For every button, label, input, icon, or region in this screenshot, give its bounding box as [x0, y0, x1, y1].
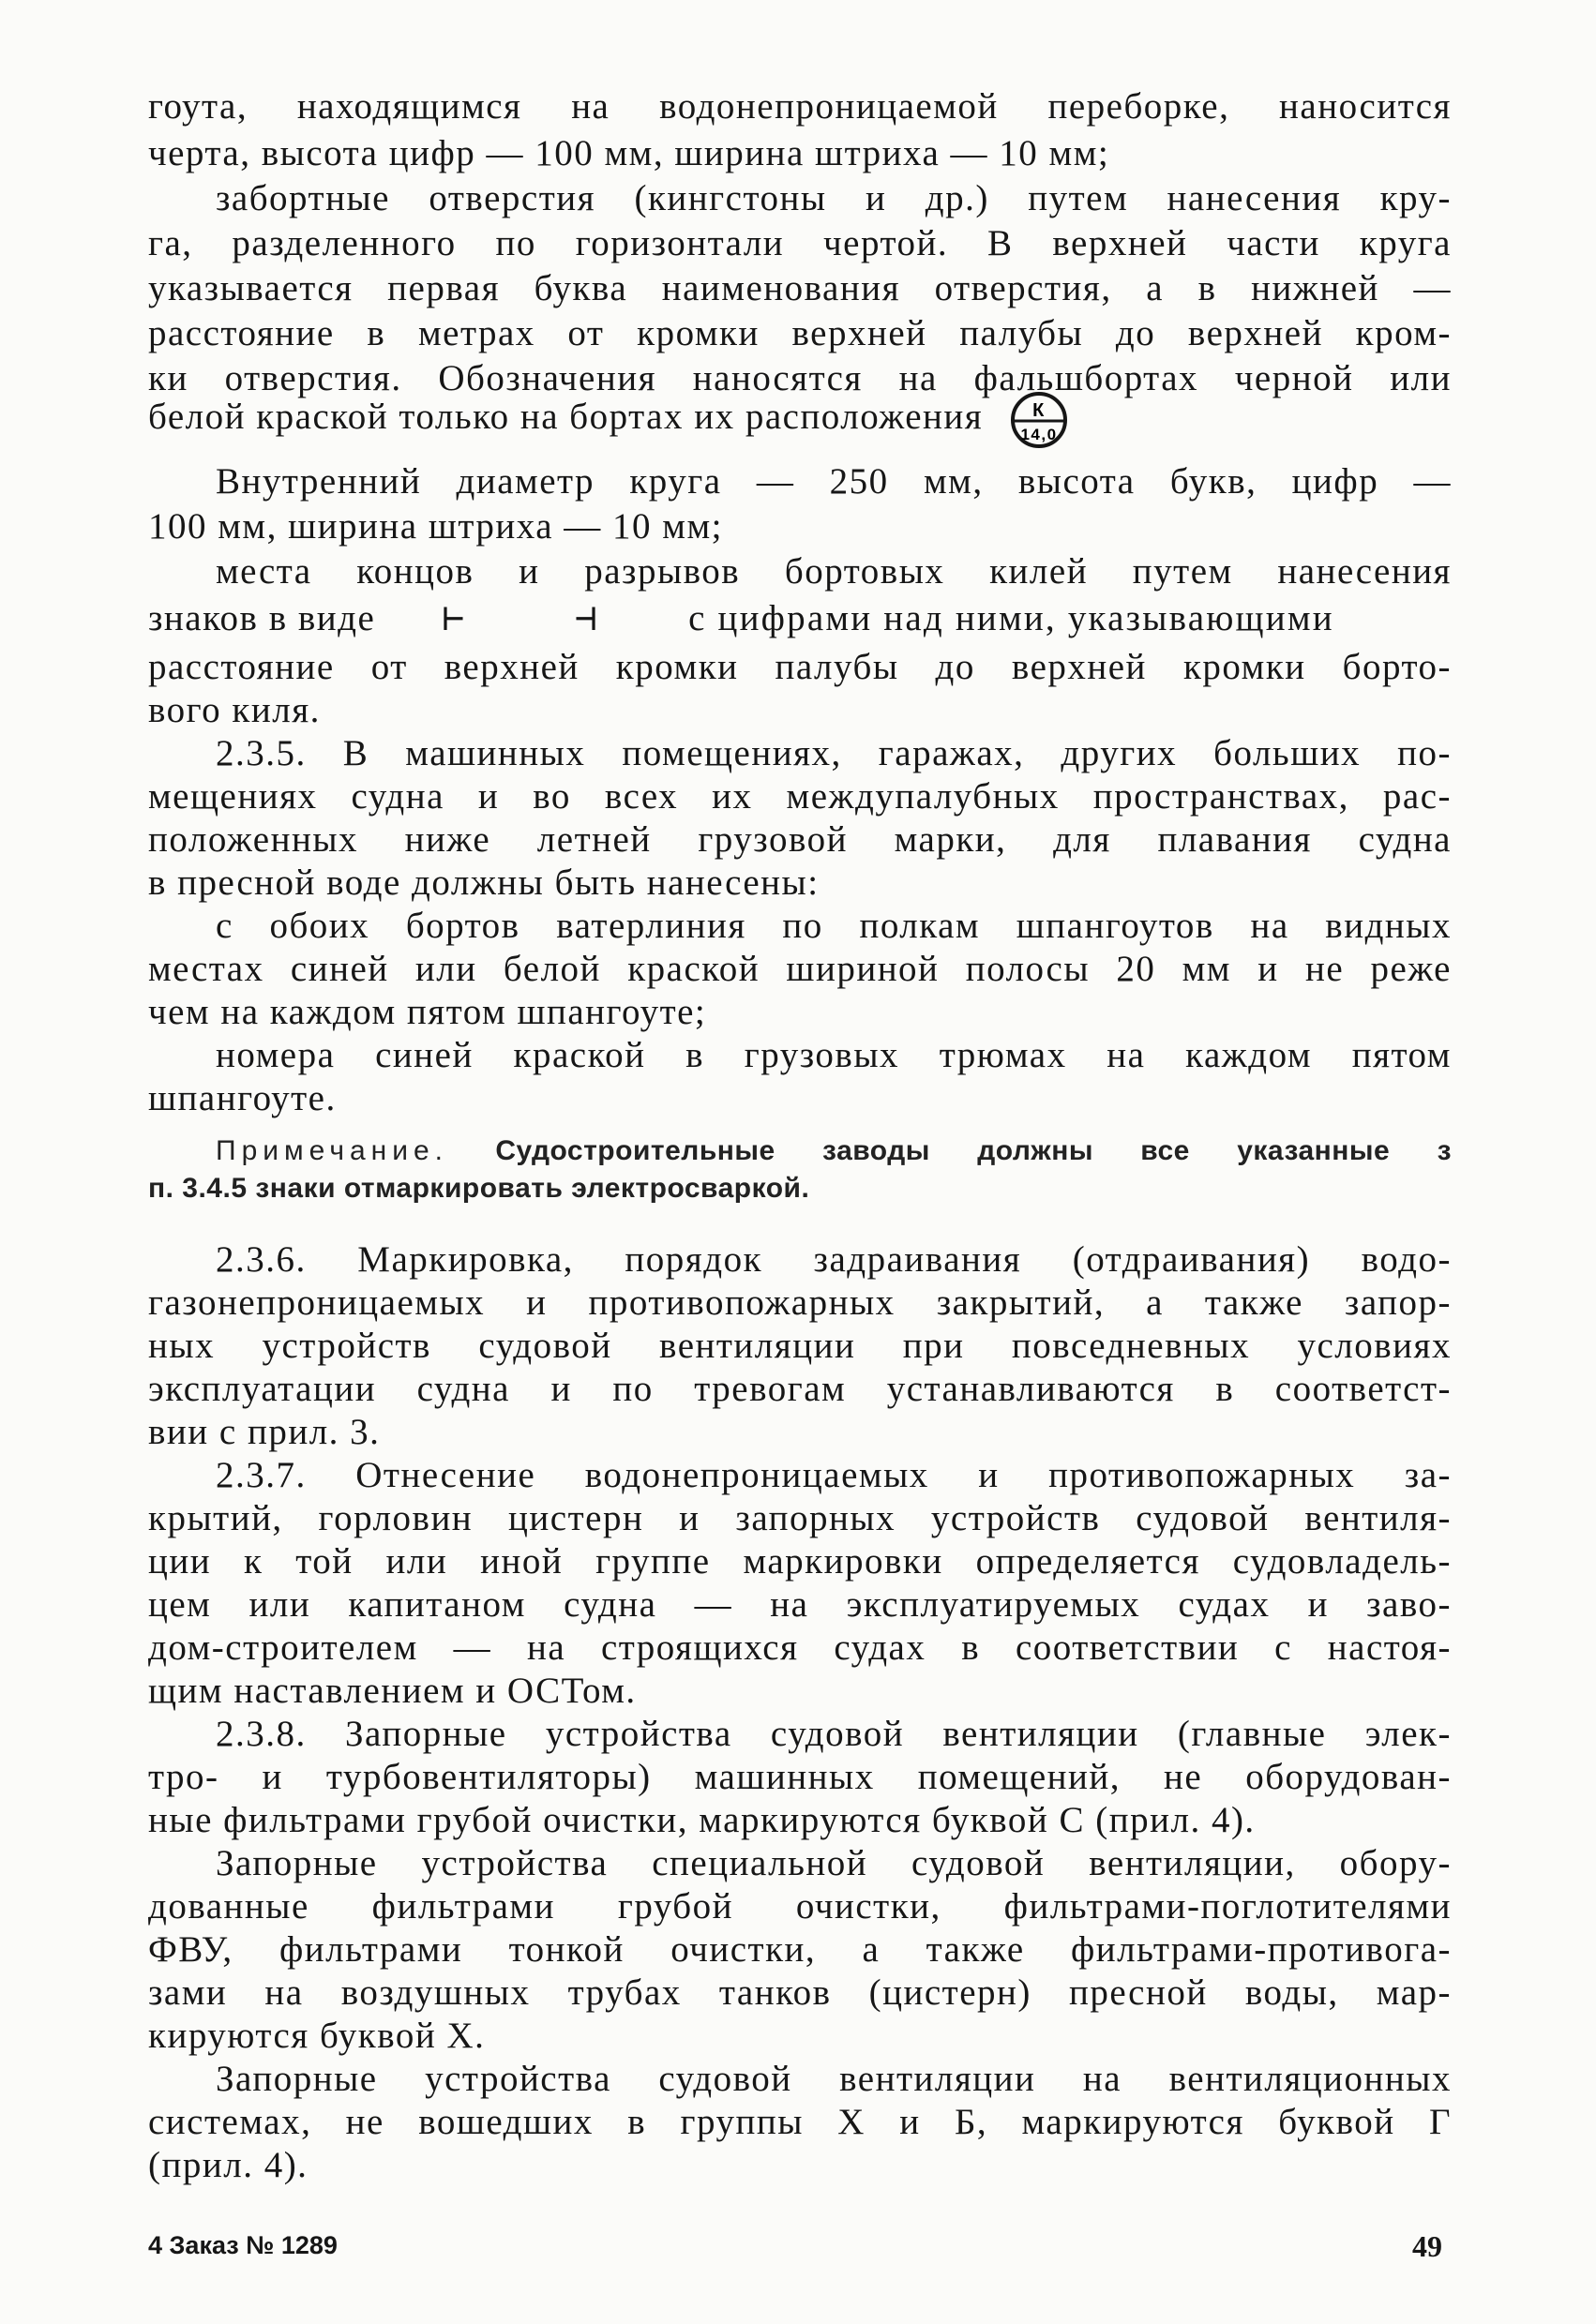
text-line: га, разделенного по горизонтали чертой. В верхней части круга — [148, 223, 1452, 263]
text-line: цем или капитаном судна — на эксплуатируемых судах и заво- — [148, 1584, 1452, 1625]
text-line: в пресной воде должны быть нанесены: — [148, 862, 820, 903]
text-line: ФВУ, фильтрами тонкой очистки, а также фильтрами-противога- — [148, 1929, 1452, 1970]
text-line: Запорные устройства судовой вентиляции на вентиляционных — [216, 2059, 1452, 2099]
text-line: эксплуатации судна и по тревогам устанавливаются в соответст- — [148, 1369, 1452, 1409]
text-line: гоута, находящимся на водонепроницаемой переборке, наносится — [148, 86, 1452, 127]
text-line: дованные фильтрами грубой очистки, фильтрами-поглотителями — [148, 1886, 1452, 1927]
text-line: места концов и разрывов бортовых килей путем нанесения — [216, 551, 1452, 592]
page-footer — [148, 2231, 1452, 2269]
text-line: (прил. 4). — [148, 2145, 309, 2185]
keel-start-sign: ⊢ — [442, 597, 466, 639]
text-line: ных устройств судовой вентиляции при повседневных условиях — [148, 1326, 1452, 1366]
text-line: забортные отверстия (кингстоны и др.) путем нанесения кру- — [216, 178, 1452, 218]
text-line: чем на каждом пятом шпангоуте; — [148, 992, 707, 1032]
text-line: номера синей краской в грузовых трюмах на каждом пятом — [216, 1035, 1452, 1075]
text-line: крытий, горловин цистерн и запорных устройств судовой вентиля- — [148, 1498, 1452, 1538]
text-line: дом-строителем — на строящихся судах в соответствии с настоя- — [148, 1627, 1452, 1668]
text-line: кируются буквой Х. — [148, 2016, 486, 2056]
text-line: тро- и турбовентиляторы) машинных помещений, не оборудован- — [148, 1757, 1452, 1797]
note-line — [148, 1134, 1452, 1168]
text-line: вого киля. — [148, 690, 321, 730]
kingston-marking-symbol — [1006, 387, 1072, 453]
text-fragment: знаков в виде — [148, 598, 376, 638]
text-line: положенных ниже летней грузовой марки, для плавания судна — [148, 819, 1452, 860]
text-fragment: с цифрами над ними, указывающими — [688, 598, 1334, 638]
text-line: системах, не вошедших в группы Х и Б, маркируются буквой Г — [148, 2102, 1452, 2142]
text-line: ные фильтрами грубой очистки, маркируются буквой С (прил. 4). — [148, 1800, 1256, 1840]
page-number: 49 — [1412, 2229, 1442, 2263]
text-line: ции к той или иной группе маркировки определяется судовладель- — [148, 1541, 1452, 1582]
text-line — [148, 596, 1452, 652]
symbol-distance: 14,0 — [1020, 426, 1059, 444]
text-line: Внутренний диаметр круга — 250 мм, высота букв, цифр — — [216, 461, 1452, 502]
keel-end-sign: ⊣ — [574, 597, 598, 639]
text-line: указывается первая буква наименования отверстия, а в нижней — — [148, 268, 1452, 308]
text-line: 100 мм, ширина штриха — 10 мм; — [148, 506, 723, 547]
symbol-letter: К — [1032, 400, 1046, 422]
note-label: Примечание. — [216, 1135, 448, 1166]
text-line: Запорные устройства специальной судовой вентиляции, обору- — [216, 1843, 1452, 1883]
section-2-3-8: 2.3.8. Запорные устройства судовой вентиляции (главные элек- — [216, 1714, 1452, 1754]
text-line: местах синей или белой краской шириной полосы 20 мм и не реже — [148, 949, 1452, 989]
text-line: черта, высота цифр — 100 мм, ширина штриха — 10 мм; — [148, 133, 1110, 173]
text-line: вии с прил. 3. — [148, 1412, 381, 1452]
text-line: с обоих бортов ватерлиния по полкам шпангоутов на видных — [216, 906, 1452, 946]
order-number: 4 Заказ № 1289 — [148, 2231, 338, 2259]
section-2-3-6: 2.3.6. Маркировка, порядок задраивания (отдраивания) водо- — [216, 1239, 1452, 1280]
text-line: расстояние в метрах от кромки верхней палубы до верхней кром- — [148, 313, 1452, 353]
section-2-3-7: 2.3.7. Отнесение водонепроницаемых и противопожарных за- — [216, 1455, 1452, 1495]
text-fragment: белой краской только на бортах их расположения — [148, 397, 984, 437]
note-text: Судостроительные заводы должны все указанные з — [495, 1135, 1452, 1166]
text-line: расстояние от верхней кромки палубы до верхней кромки борто- — [148, 647, 1452, 687]
note-line: п. 3.4.5 знаки отмаркировать электросваркой. — [148, 1173, 810, 1204]
text-line: щим наставлением и ОСТом. — [148, 1671, 637, 1711]
section-2-3-5: 2.3.5. В машинных помещениях, гаражах, других больших по- — [216, 733, 1452, 773]
text-line: шпангоуте. — [148, 1078, 337, 1118]
text-line — [148, 384, 1452, 450]
text-line: зами на воздушных трубах танков (цистерн) пресной воды, мар- — [148, 1972, 1452, 2013]
text-line: мещениях судна и во всех их междупалубных пространствах, рас- — [148, 776, 1452, 817]
text-line: ки отверстия. Обозначения наносятся на фальшбортах черной или — [148, 358, 1452, 398]
text-line: газонепроницаемых и противопожарных закрытий, а также запор- — [148, 1282, 1452, 1323]
